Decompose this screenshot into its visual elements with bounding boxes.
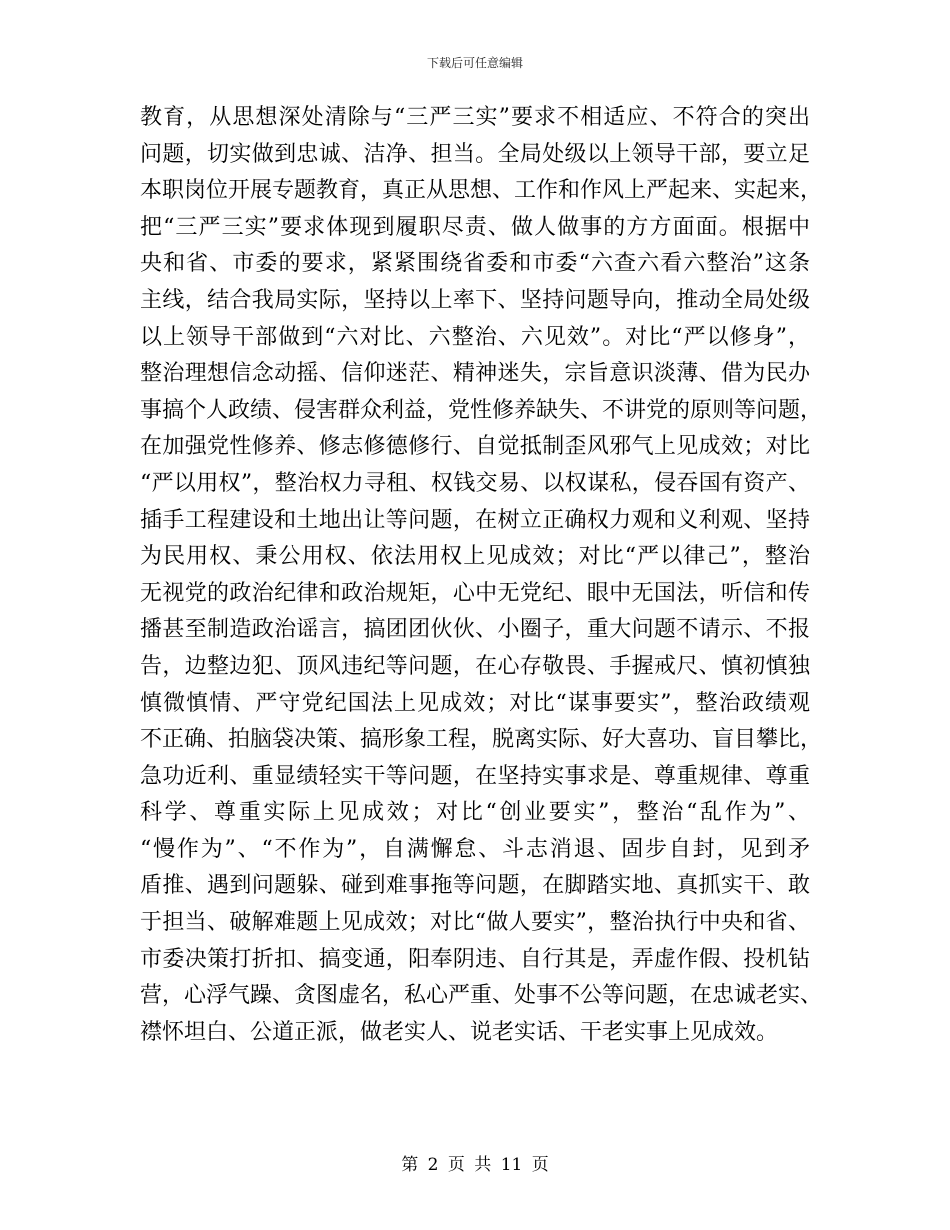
text-line: 襟怀坦白、公道正派，做老实人、说老实话、干老实事上见成效。: [140, 1019, 779, 1045]
text-line: 央和省、市委的要求，紧紧围绕省委和市委“六查六看六整治”这条: [140, 251, 810, 277]
text-line: 整治理想信念动摇、信仰迷茫、精神迷失，宗旨意识淡薄、借为民办: [140, 361, 810, 387]
footer-page-word: 页: [447, 1155, 465, 1175]
text-line: 营，心浮气躁、贪图虚名，私心严重、处事不公等问题，在忠诚老实、: [140, 983, 823, 1009]
body-paragraph: [140, 100, 823, 1051]
text-line: 慎微慎情、严守党纪国法上见成效；对比“谋事要实”，整治政绩观: [140, 690, 810, 716]
text-line: 告，边整边犯、顶风违纪等问题，在心存敬畏、手握戒尺、慎初慎独: [140, 653, 810, 679]
text-line: 盾推、遇到问题躲、碰到难事拖等问题，在脚踏实地、真抓实干、敢: [140, 873, 810, 899]
text-line: 本职岗位开展专题教育，真正从思想、工作和作风上严起来、实起来，: [140, 178, 823, 204]
page-header: 下载后可任意编辑: [426, 56, 523, 70]
text-line: 问题，切实做到忠诚、洁净、担当。全局处级以上领导干部，要立足: [140, 141, 810, 167]
footer-prefix: 第: [401, 1155, 419, 1175]
text-line: “慢作为”、“不作为”，自满懈怠、斗志消退、固步自封，见到矛: [140, 836, 810, 862]
text-line: 主线，结合我局实际，坚持以上率下、坚持问题导向，推动全局处级: [140, 287, 810, 313]
text-line: 不正确、拍脑袋决策、搞形象工程，脱离实际、好大喜功、盲目攀比，: [140, 727, 823, 753]
text-line: 为民用权、秉公用权、依法用权上见成效；对比“严以律己”，整治: [140, 544, 810, 570]
text-line: 急功近利、重显绩轻实干等问题，在坚持实事求是、尊重规律、尊重: [140, 763, 810, 789]
text-line: 教育，从思想深处清除与“三严三实”要求不相适应、不符合的突出: [140, 105, 810, 130]
text-line: “严以用权”，整治权力寻租、权钱交易、以权谋私，侵吞国有资产、: [140, 470, 810, 496]
footer-suffix: 页: [531, 1155, 549, 1175]
page-footer: [0, 1154, 950, 1176]
text-line: 把“三严三实”要求体现到履职尽责、做人做事的方方面面。根据中: [140, 214, 810, 240]
text-line: 无视党的政治纪律和政治规矩，心中无党纪、眼中无国法，听信和传: [140, 580, 810, 606]
text-line: 于担当、破解难题上见成效；对比“做人要实”，整治执行中央和省、: [140, 910, 810, 936]
text-line: 插手工程建设和土地出让等问题，在树立正确权力观和义利观、坚持: [140, 507, 810, 533]
text-line: 事搞个人政绩、侵害群众利益，党性修养缺失、不讲党的原则等问题，: [140, 397, 823, 423]
footer-total-pages: 11: [500, 1155, 523, 1175]
text-line: 市委决策打折扣、搞变通，阳奉阴违、自行其是，弄虚作假、投机钻: [140, 946, 810, 972]
footer-total-word: 共: [474, 1155, 492, 1175]
text-line: 科学、尊重实际上见成效；对比“创业要实”，整治“乱作为”、: [140, 800, 810, 826]
text-line: 播甚至制造政治谣言，搞团团伙伙、小圈子，重大问题不请示、不报: [140, 617, 810, 643]
text-line: 在加强党性修养、修志修德修行、自觉抵制歪风邪气上见成效；对比: [140, 434, 810, 460]
footer-current-page: 2: [427, 1155, 439, 1175]
text-line: 以上领导干部做到“六对比、六整治、六见效”。对比“严以修身”，: [140, 324, 810, 350]
